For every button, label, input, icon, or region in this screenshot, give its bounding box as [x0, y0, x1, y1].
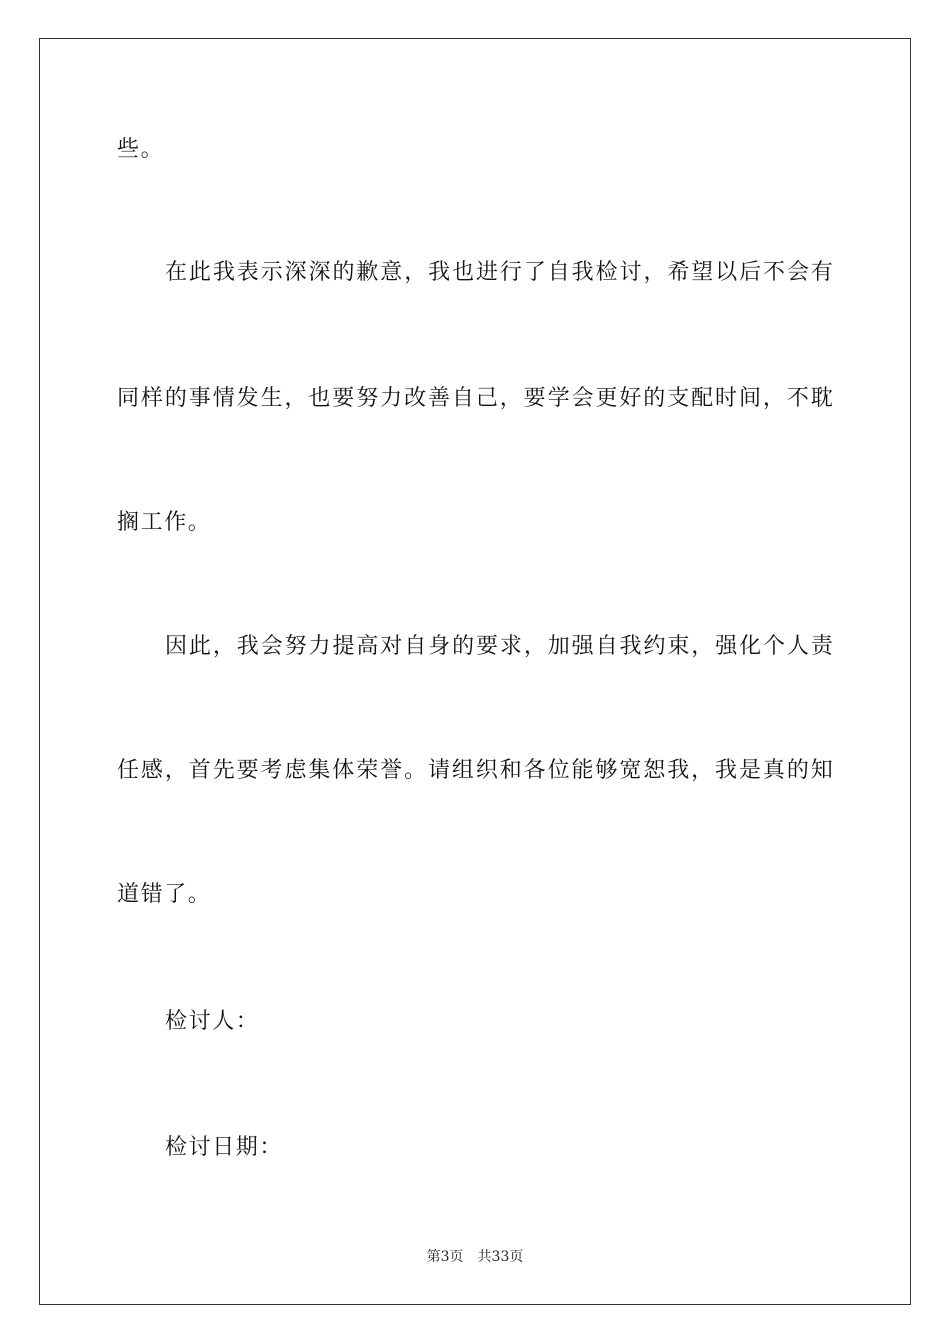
text-line-7: 道错了。: [117, 882, 212, 907]
page-footer: [0, 1247, 950, 1267]
page-number: 第3页: [426, 1249, 464, 1265]
review-date-label: 检讨日期：: [165, 1135, 284, 1160]
reviewer-label: 检讨人：: [165, 1009, 260, 1034]
text-line-3: 同 样 的 事 情 发 生 ， 也 要 努 力 改 善 自 己 ， 要 学 会 更 好 的 支 配 时 间 ， 不 耽: [117, 386, 833, 411]
text-line-4: 搁工作。: [117, 510, 212, 535]
text-line-6: 任 感 ， 首 先 要 考 虑 集 体 荣 誉 。 请 组 织 和 各 位 能 够 宽 恕 我 ， 我 是 真 的 知: [117, 758, 833, 783]
text-line-5: 因 此 ， 我 会 努 力 提 高 对 自 身 的 要 求 ， 加 强 自 我 约 束 ， 强 化 个 人 责: [165, 634, 833, 659]
page-total: 共33页: [477, 1249, 524, 1265]
text-line-1: 些。: [117, 137, 165, 162]
page-frame: [39, 38, 911, 1305]
text-line-2: 在 此 我 表 示 深 深 的 歉 意 ， 我 也 进 行 了 自 我 检 讨 ， 希 望 以 后 不 会 有: [165, 260, 833, 285]
